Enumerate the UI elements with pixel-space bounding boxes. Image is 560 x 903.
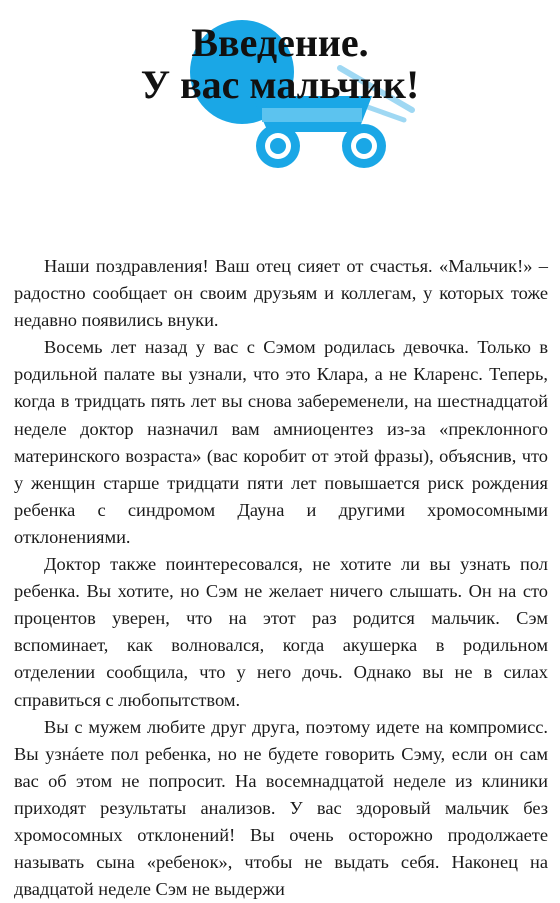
chapter-body [14, 253, 548, 903]
paragraph: Вы с мужем любите друг друга, поэтому идете на компромисс. Вы узнáете пол ребенка, но не будете говорить Сэму, если он сам вас об этом не попросит. На восемнадцатой неделе из клиники приходят результаты анализов. У вас здоровый мальчик без хромосомных отклонений! Вы очень осторожно продолжаете называть сына «ребенок», чтобы не выдать себя. Наконец на двадцатой неделе Сэм не выдержи [14, 716, 548, 900]
paragraph: Доктор также поинтересовался, не хотите ли вы узнать пол ребенка. Вы хотите, но Сэм не желает ничего слышать. Он на сто процентов уверен, что на этот раз родится мальчик. Сэм вспоминает, как волновался, когда акушерка в родильном отделении сообщила, что у него дочь. Однако вы не в силах справиться с любопытством. [14, 554, 548, 710]
paragraph: Наши поздравления! Ваш отец сияет от счастья. «Мальчик!» – радостно сообщает он своим друзьям и коллегам, у которых тоже недавно появились внуки. [14, 256, 548, 331]
chapter-title-line-1: Введение. [191, 20, 369, 65]
paragraph: Восемь лет назад у вас с Сэмом родилась девочка. Только в родильной палате вы узнали, что это Клара, а не Кларенс. Теперь, когда в тридцать пять лет вы снова забеременели, на шестнадцатой неделе доктор назначил вам амниоцентез из-за «преклонного материнского возраста» (вас коробит от этой фразы), объяснив, что у женщин старше тридцати пяти лет повышается риск рождения ребенка с синдромом Дауна и другими хромосомными отклонениями. [14, 337, 548, 547]
chapter-title [0, 22, 560, 106]
chapter-title-line-2: У вас мальчик! [140, 62, 420, 107]
chapter-header [0, 0, 560, 200]
